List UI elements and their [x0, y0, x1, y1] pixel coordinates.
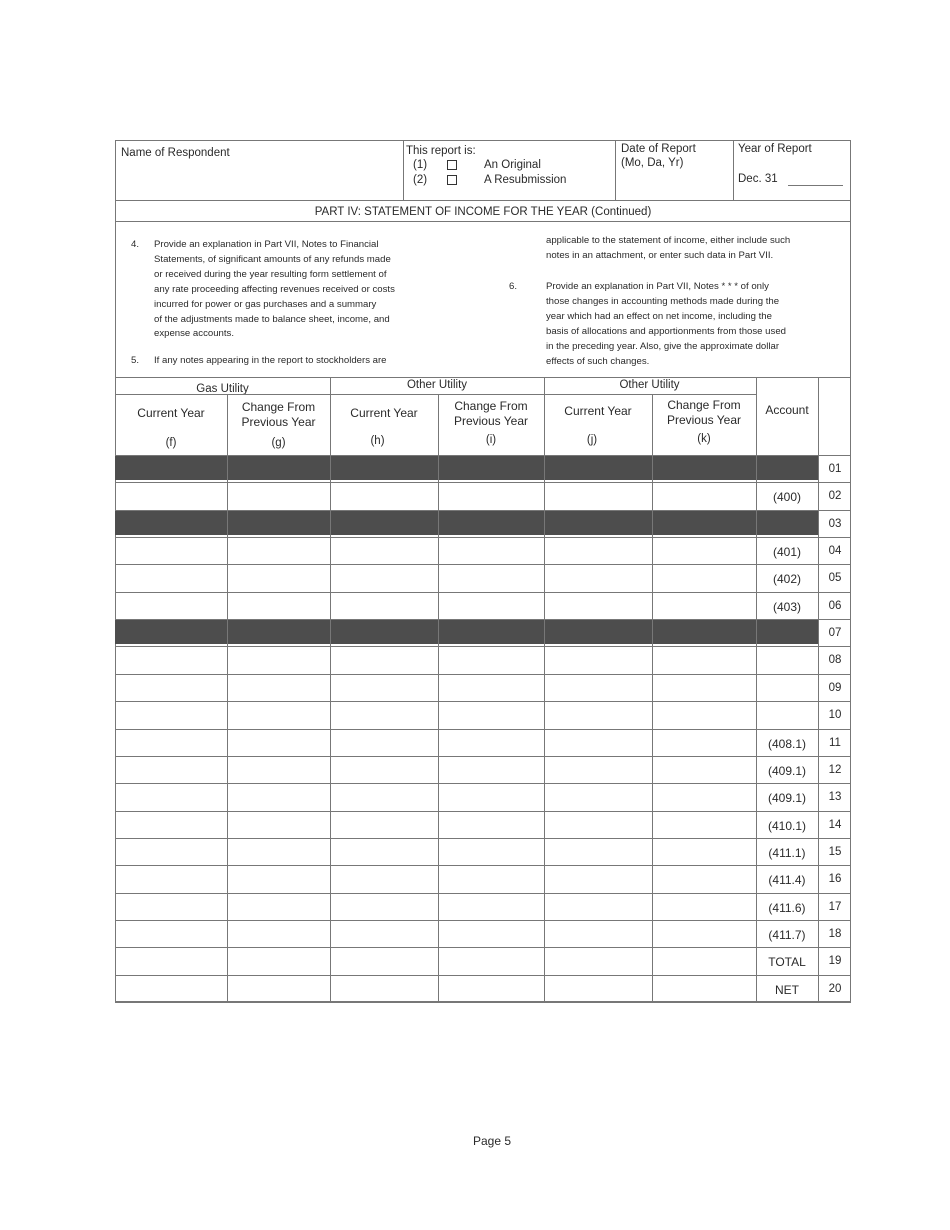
date-format: (Mo, Da, Yr) — [621, 157, 684, 169]
col-divider — [818, 377, 819, 1002]
resubmission-checkbox[interactable] — [447, 175, 457, 185]
account-code: (411.6) — [768, 900, 806, 915]
account-code: (409.1) — [767, 763, 807, 778]
col-divider — [438, 394, 439, 1002]
note-6-text — [546, 280, 786, 369]
note-6-line: year which had an effect on net income, including the — [546, 310, 772, 322]
table-row[interactable] — [115, 865, 851, 866]
table-row[interactable] — [115, 893, 851, 894]
report-is-label: This report is: — [406, 145, 476, 157]
table-row[interactable] — [115, 537, 851, 538]
table-row[interactable] — [115, 756, 851, 757]
line-number: 19 — [828, 955, 842, 968]
note-4-line: any rate proceeding affecting revenues received or costs — [154, 283, 395, 295]
note-6-number: 6. — [509, 281, 518, 292]
account-code: (408.1) — [767, 736, 807, 751]
header-divider — [733, 140, 734, 200]
note-6-line: in the preceding year. Also, give the approximate dollar — [546, 340, 780, 352]
note-5-text: If any notes appearing in the report to stockholders are — [154, 355, 387, 366]
respondent-label: Name of Respondent — [121, 147, 230, 159]
account-head: Account — [765, 403, 809, 417]
note-4-line: of the adjustments made to balance sheet, income, and — [154, 313, 390, 325]
line-number: 10 — [828, 709, 842, 722]
note-4-text — [154, 238, 395, 342]
page-number: Page 5 — [472, 1134, 512, 1148]
col-f-letter: (f) — [165, 437, 177, 449]
note-5-number: 5. — [131, 355, 140, 366]
col-k-letter: (k) — [697, 433, 711, 445]
col-i-head: Change From Previous Year — [453, 399, 529, 428]
account-code: NET — [775, 982, 799, 997]
line-number: 15 — [828, 845, 842, 858]
line-number: 07 — [828, 627, 842, 640]
line-number: 14 — [828, 818, 842, 831]
col-f-head: Current Year — [137, 406, 205, 420]
account-code: (410.1) — [767, 818, 807, 833]
note-6-line: basis of allocations and apportionments from those used — [546, 325, 786, 337]
line-number: 06 — [828, 599, 842, 612]
line-number: 13 — [828, 791, 842, 804]
group-gas-utility: Gas Utility — [196, 383, 249, 395]
year-value: Dec. 31 — [738, 173, 778, 185]
col-g-letter: (g) — [271, 437, 286, 449]
line-number: 04 — [828, 545, 842, 558]
line-number: 09 — [828, 681, 842, 694]
table-row[interactable] — [115, 701, 851, 702]
title-rule — [115, 221, 851, 222]
account-code: (402) — [772, 572, 801, 587]
note-4-line: or received during the year resulting form settlement of — [154, 268, 387, 280]
year-label: Year of Report — [738, 143, 812, 155]
table-row[interactable] — [115, 646, 851, 647]
table-row[interactable] — [115, 947, 851, 948]
table-row[interactable] — [115, 1002, 851, 1003]
note-5-line: notes in an attachment, or enter such data in Part VII. — [546, 249, 774, 261]
table-row[interactable] — [115, 482, 851, 483]
line-number: 18 — [828, 927, 842, 940]
note-6-line: those changes in accounting methods made during the — [546, 295, 780, 307]
col-divider — [652, 394, 653, 1002]
group-other-utility-2: Other Utility — [619, 379, 680, 391]
original-checkbox[interactable] — [447, 160, 457, 170]
shaded-row-band — [115, 511, 818, 535]
table-row[interactable] — [115, 783, 851, 784]
line-number: 05 — [828, 572, 842, 585]
table-row[interactable] — [115, 674, 851, 675]
col-i-letter: (i) — [485, 434, 497, 446]
col-h-head: Current Year — [350, 406, 418, 420]
table-row[interactable] — [115, 564, 851, 565]
col-k-head: Change From Previous Year — [666, 398, 742, 427]
header-rule — [115, 200, 851, 201]
group-rule — [115, 394, 756, 395]
line-number: 20 — [828, 982, 842, 995]
table-row[interactable] — [115, 729, 851, 730]
line-number: 02 — [828, 490, 842, 503]
note-5-line: applicable to the statement of income, either include such — [546, 235, 791, 246]
account-code: (400) — [772, 490, 801, 505]
col-divider — [544, 377, 545, 1002]
line-number: 11 — [829, 736, 841, 749]
col-g-head: Change From Previous Year — [241, 400, 316, 429]
notes-rule — [115, 377, 851, 378]
header-divider — [615, 140, 616, 200]
col-j-letter: (j) — [586, 434, 598, 446]
note-5-continued — [546, 234, 790, 264]
col-j-head: Current Year — [564, 404, 632, 418]
col-divider — [330, 377, 331, 1002]
note-4-line: Statements, of significant amounts of any refunds made — [154, 253, 391, 265]
note-6-line: effects of such changes. — [546, 355, 650, 367]
table-row[interactable] — [115, 975, 851, 976]
line-number: 12 — [828, 763, 842, 776]
line-number: 01 — [828, 463, 842, 475]
header-divider — [403, 140, 404, 200]
col-h-letter: (h) — [370, 435, 385, 447]
table-row[interactable] — [115, 838, 851, 839]
account-code: (409.1) — [767, 791, 807, 806]
date-label: Date of Report — [621, 143, 696, 155]
account-code: (401) — [772, 545, 801, 560]
line-number: 16 — [828, 873, 842, 886]
account-code: (411.7) — [768, 927, 806, 942]
account-code: (411.1) — [768, 845, 806, 860]
option-2-label: A Resubmission — [484, 174, 567, 186]
shaded-row-band — [115, 620, 818, 644]
account-code: TOTAL — [768, 955, 806, 970]
note-4-line: expense accounts. — [154, 328, 235, 340]
page-title: PART IV: STATEMENT OF INCOME FOR THE YEAR (Continued) — [314, 206, 652, 218]
account-code: (411.4) — [768, 873, 806, 888]
line-number: 08 — [828, 654, 842, 667]
option-2-number: (2) — [413, 174, 428, 186]
table-row[interactable] — [115, 920, 851, 921]
line-number: 17 — [828, 900, 842, 913]
col-divider — [227, 394, 228, 1002]
note-4-number: 4. — [131, 239, 140, 250]
option-1-number: (1) — [413, 159, 428, 171]
note-4-line: incurred for power or gas purchases and a summary — [154, 298, 377, 310]
line-number: 03 — [828, 517, 842, 530]
table-row[interactable] — [115, 592, 851, 593]
account-code: (403) — [772, 599, 801, 614]
note-6-line: Provide an explanation in Part VII, Notes * * * of only — [546, 281, 769, 292]
option-1-label: An Original — [484, 159, 541, 171]
col-divider — [756, 377, 757, 1002]
table-row[interactable] — [115, 811, 851, 812]
year-input-line[interactable] — [788, 185, 843, 186]
shaded-row-band — [115, 456, 818, 480]
group-other-utility-1: Other Utility — [406, 379, 468, 391]
note-4-line: Provide an explanation in Part VII, Notes to Financial — [154, 239, 379, 250]
